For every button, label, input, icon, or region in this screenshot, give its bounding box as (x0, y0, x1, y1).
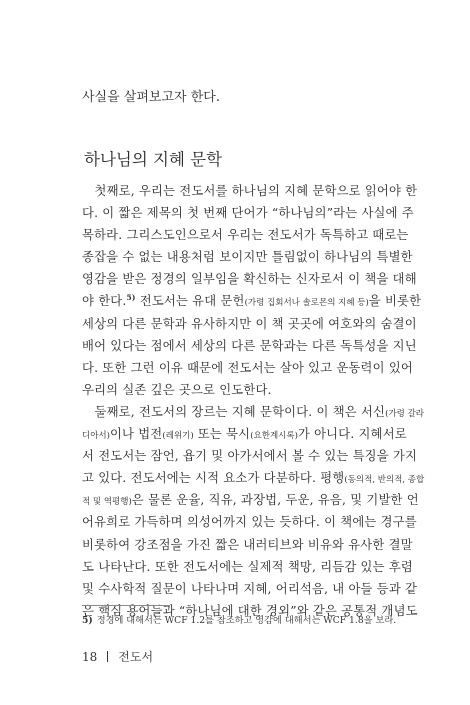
paragraph-line: 디아서)이나 법전(레위기) 또는 묵시(요한계시록)가 아니다. 지혜서로 (82, 427, 407, 442)
page-number: 18 (82, 650, 98, 664)
paragraph-line: 적 및 역평행)은 물론 운율, 직유, 과장법, 두운, 유음, 및 기발한 언 (82, 493, 419, 508)
paragraph-line: 영감을 받은 정경의 일부임을 확신하는 신자로서 이 책을 대해 (82, 272, 417, 287)
footer-separator (107, 651, 108, 662)
book-title: 전도서 (118, 650, 154, 664)
paragraph-line: 야 한다.$^{5)}$ 전도서는 유대 문헌(가령 집회서나 솔로몬의 지혜 등)을 비롯한 (82, 293, 422, 309)
intro-line: 사실을 살펴보고자 한다. (82, 90, 220, 105)
page-footer (82, 648, 153, 665)
paragraph-line: 둘째로, 전도서의 장르는 지혜 문학이다. 이 책은 서신(가령 갈라 (94, 404, 425, 419)
paragraph-line: 첫째로, 우리는 전도서를 하나님의 지혜 문학으로 읽어야 한 (94, 184, 418, 198)
paragraph-line: 비롯하여 강조점을 가진 짧은 내러티브와 비유와 유사한 결말 (82, 537, 413, 552)
paragraph-line: 배어 있다는 점에서 세상의 다른 문학과는 다른 독특성을 지닌 (82, 338, 417, 353)
footnote-reference: 5) (126, 293, 136, 303)
footnote-text: 정경에 대해서는 WCF 1.2를 참조하고 영감에 대해서는 WCF 1.8을 보라. (96, 615, 397, 626)
paragraph-line: 다. 또한 그런 이유 때문에 전도서는 살아 있고 운동력이 있어 (82, 360, 413, 375)
paragraph-line: 목하라. 그리스도인으로서 우리는 전도서가 독특하고 때로는 (82, 228, 409, 243)
paragraph-line: 서 전도서는 잠언, 욥기 및 아가서에서 볼 수 있는 특징을 가지 (82, 449, 418, 464)
paragraph-line: 및 수사학적 질문이 나타나며 지혜, 어리석음, 내 아들 등과 같 (82, 581, 418, 596)
footnote (82, 612, 396, 626)
paragraph-line: 도 나타난다. 또한 전도서에는 실제적 책망, 리듬감 있는 후렴 (82, 559, 413, 574)
body-text (82, 180, 425, 622)
paragraph-line: 다. 이 짧은 제목의 첫 번째 단어가 “하나님의”라는 사실에 주 (82, 206, 414, 221)
paragraph-line: 고 있다. 전도서에는 시적 요소가 다분하다. 평행(동의적, 반의적, 종합 (82, 471, 425, 486)
footnote-number: 5) (82, 615, 93, 626)
paragraph-line: 은 핵심 용어들과 “하나님에 대한 경외”와 같은 공통적 개념도 (82, 603, 418, 618)
paragraph-line: 세상의 다른 문학과 유사하지만 이 책 곳곳에 여호와의 숨결이 (82, 316, 417, 331)
section-heading: 하나님의 지혜 문학 (84, 150, 223, 169)
paragraph-line: 어유희로 가득하며 의성어까지 있는 듯하다. 이 책에는 경구를 (82, 515, 417, 530)
paragraph-line: 우리의 실존 깊은 곳으로 인도한다. (82, 382, 272, 397)
footnote-divider (82, 605, 170, 606)
paragraph-line: 종잡을 수 없는 내용처럼 보이지만 틀림없이 하나님의 특별한 (82, 250, 413, 265)
